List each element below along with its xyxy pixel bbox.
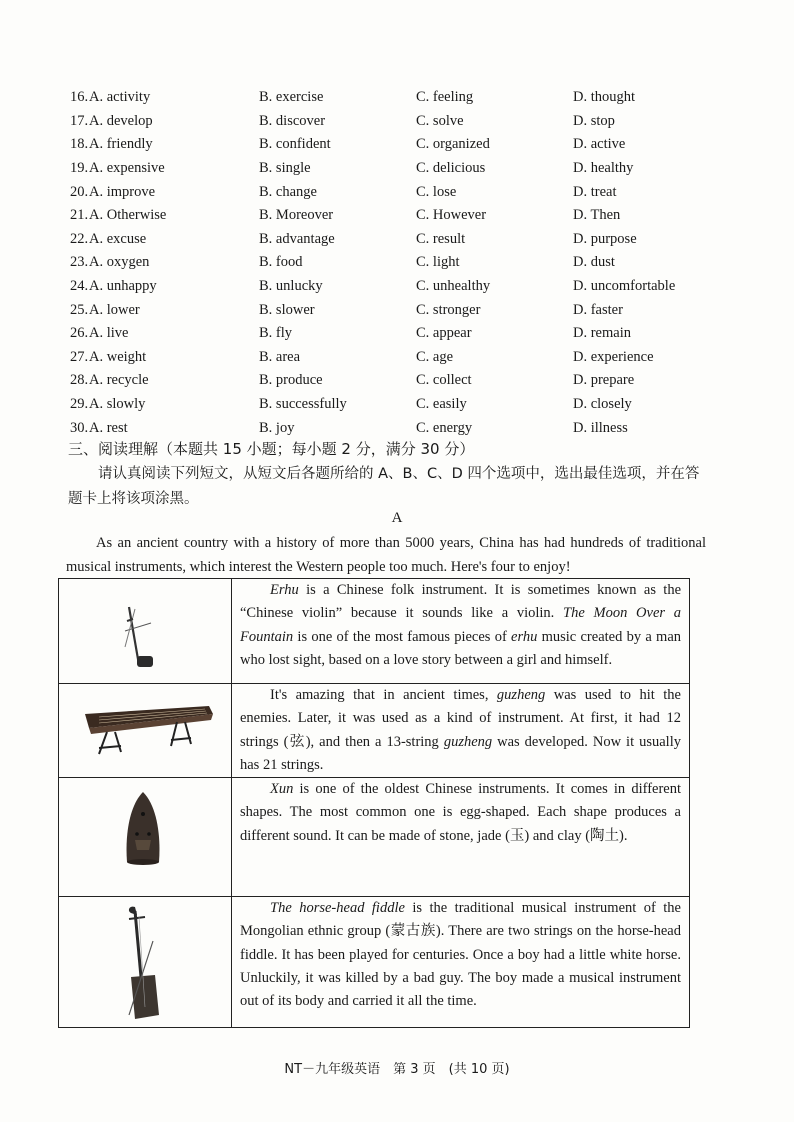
option-row — [70, 204, 730, 228]
question-number: 29. — [70, 396, 89, 413]
xun-name: Xun — [270, 781, 294, 798]
option-d: D. Then — [573, 207, 621, 224]
option-a: A. weight — [89, 348, 147, 365]
option-b: B. fly — [259, 325, 293, 342]
option-a: A. develop — [89, 112, 153, 129]
option-b: B. area — [259, 348, 301, 365]
option-c: C. age — [416, 348, 454, 365]
option-a: A. friendly — [89, 136, 153, 153]
guzheng-name: guzheng — [496, 687, 546, 703]
horse-head-fiddle-description — [232, 897, 690, 1028]
guzheng-image — [59, 684, 232, 778]
option-row — [70, 346, 730, 370]
xun-image — [59, 778, 232, 897]
option-a: A. unhappy — [89, 278, 157, 295]
erhu-piece: The Moon Over a Fountain — [240, 605, 681, 645]
question-number: 24. — [70, 278, 89, 295]
instrument-row-guzheng — [59, 684, 690, 778]
question-number: 26. — [70, 325, 89, 342]
option-c: C. stronger — [416, 301, 481, 318]
option-c: C. result — [416, 230, 466, 247]
option-c: C. easily — [416, 396, 467, 413]
option-b: B. advantage — [259, 230, 335, 247]
erhu-text-1: is a Chinese folk instrument. It is sometimes known as the “Chinese violin” because it sounds like a violin. — [240, 582, 681, 622]
option-d: D. prepare — [573, 372, 635, 389]
horse-head-fiddle-image — [59, 897, 232, 1028]
option-d: D. healthy — [573, 160, 634, 177]
option-d: D. closely — [573, 396, 632, 413]
section-heading: 三、阅读理解（本题共 15 小题；每小题 2 分，满分 30 分） — [68, 440, 475, 458]
question-number: 23. — [70, 254, 89, 271]
option-a: A. excuse — [89, 230, 147, 247]
guzheng-text-2: was used to hit the enemies. Later, it was used as a kind of instrument. At first, it had 12 strings (弦), and then a 13-string — [240, 687, 681, 750]
question-number: 17. — [70, 112, 89, 129]
guzheng-text-3: was developed. Now it usually has 21 strings. — [240, 733, 681, 773]
option-row — [70, 110, 730, 134]
option-a: A. slowly — [89, 396, 146, 413]
option-b: B. exercise — [259, 89, 324, 106]
option-d: D. faster — [573, 301, 623, 318]
option-b: B. change — [259, 183, 317, 200]
question-number: 22. — [70, 230, 89, 247]
passage-letter: A — [391, 510, 403, 526]
page-footer: NT－九年级英语 第 3 页 (共 10 页) — [284, 1062, 510, 1077]
option-a: A. lower — [89, 301, 140, 318]
question-number: 21. — [70, 207, 89, 224]
erhu-description — [232, 579, 690, 684]
option-b: B. confident — [259, 136, 331, 153]
option-a: A. expensive — [89, 160, 165, 177]
option-d: D. active — [573, 136, 626, 153]
option-c: C. feeling — [416, 89, 474, 106]
question-number: 20. — [70, 183, 89, 200]
option-row — [70, 393, 730, 417]
option-d: D. treat — [573, 183, 617, 200]
option-row — [70, 133, 730, 157]
option-row — [70, 228, 730, 252]
option-d: D. illness — [573, 419, 628, 436]
option-b: B. food — [259, 254, 303, 271]
option-c: C. energy — [416, 419, 473, 436]
erhu-text-2: is one of the most famous pieces of — [293, 628, 512, 645]
erhu-name: Erhu — [270, 582, 299, 598]
option-d: D. uncomfortable — [573, 278, 676, 295]
option-a: A. oxygen — [89, 254, 150, 271]
option-row — [70, 251, 730, 275]
option-d: D. experience — [573, 348, 654, 365]
option-d: D. dust — [573, 254, 615, 271]
option-a: A. live — [89, 325, 129, 342]
option-c: C. collect — [416, 372, 472, 389]
option-b: B. discover — [259, 112, 326, 129]
option-b: B. produce — [259, 372, 323, 389]
xun-description — [232, 778, 690, 897]
option-c: C. solve — [416, 112, 464, 129]
option-row — [70, 86, 730, 110]
option-d: D. remain — [573, 325, 631, 342]
erhu-name-2: erhu — [511, 628, 538, 645]
question-number: 30. — [70, 419, 89, 436]
question-number: 16. — [70, 89, 89, 106]
option-d: D. stop — [573, 112, 615, 129]
option-a: A. recycle — [89, 372, 149, 389]
horse-head-fiddle-text-1: is the traditional musical instrument of the Mongolian ethnic group (蒙古族). There are two strings on the horse-head fiddle. It has been played for centuries. Once a boy had a little white horse. Unluckily, it was killed by a bad guy. The boy made a musical instrument out of its body and carried it all the time. — [240, 900, 681, 1010]
option-a: A. Otherwise — [89, 207, 167, 224]
option-c: C. lose — [416, 183, 457, 200]
guzheng-text-1: It's amazing that in ancient times, — [270, 687, 497, 703]
question-number: 27. — [70, 348, 89, 365]
instrument-row-xun — [59, 778, 690, 897]
option-row — [70, 275, 730, 299]
option-row — [70, 322, 730, 346]
option-c: C. light — [416, 254, 460, 271]
option-d: D. thought — [573, 89, 636, 106]
option-c: C. However — [416, 207, 487, 224]
option-a: A. improve — [89, 183, 156, 200]
erhu-image — [59, 579, 232, 684]
option-c: C. unhealthy — [416, 278, 491, 295]
option-c: C. delicious — [416, 160, 486, 177]
option-row — [70, 369, 730, 393]
option-b: B. successfully — [259, 396, 347, 413]
option-row — [70, 416, 730, 440]
option-b: B. joy — [259, 419, 295, 436]
option-b: B. single — [259, 160, 311, 177]
option-c: C. appear — [416, 325, 472, 342]
question-number: 18. — [70, 136, 89, 153]
option-d: D. purpose — [573, 230, 637, 247]
option-row — [70, 180, 730, 204]
option-b: B. unlucky — [259, 278, 323, 295]
passage-intro: As an ancient country with a history of more than 5000 years, China has had hundreds of traditional musical instruments, which interest the Western people too much. Here's four to enjoy! — [66, 535, 706, 575]
option-b: B. slower — [259, 301, 315, 318]
option-c: C. organized — [416, 136, 490, 153]
question-number: 25. — [70, 301, 89, 318]
erhu-text-3: music created by a man who lost sight, based on a love story between a girl and himself. — [240, 628, 682, 668]
section-instruction: 请认真阅读下列短文，从短文后各题所给的 A、B、C、D 四个选项中，选出最佳选项，并在答题卡上将该项涂黑。 — [68, 466, 700, 507]
xun-text-1: is one of the oldest Chinese instruments. It comes in different shapes. The most common one is egg-shaped. Each shape produces a different sound. It can be made of stone, jade (玉) and clay (陶土). — [240, 781, 681, 844]
option-b: B. Moreover — [259, 207, 334, 224]
guzheng-description — [232, 684, 690, 778]
option-row — [70, 298, 730, 322]
option-a: A. activity — [89, 89, 151, 106]
instrument-row-erhu — [59, 579, 690, 684]
horse-head-fiddle-name: The horse-head fiddle — [270, 900, 405, 917]
question-number: 19. — [70, 160, 89, 177]
instrument-table — [58, 578, 690, 1028]
guzheng-name-2: guzheng — [443, 733, 493, 750]
option-row — [70, 157, 730, 181]
instrument-row-horse-head-fiddle — [59, 897, 690, 1028]
question-number: 28. — [70, 372, 89, 389]
option-a: A. rest — [89, 419, 128, 436]
options-list — [70, 86, 730, 440]
